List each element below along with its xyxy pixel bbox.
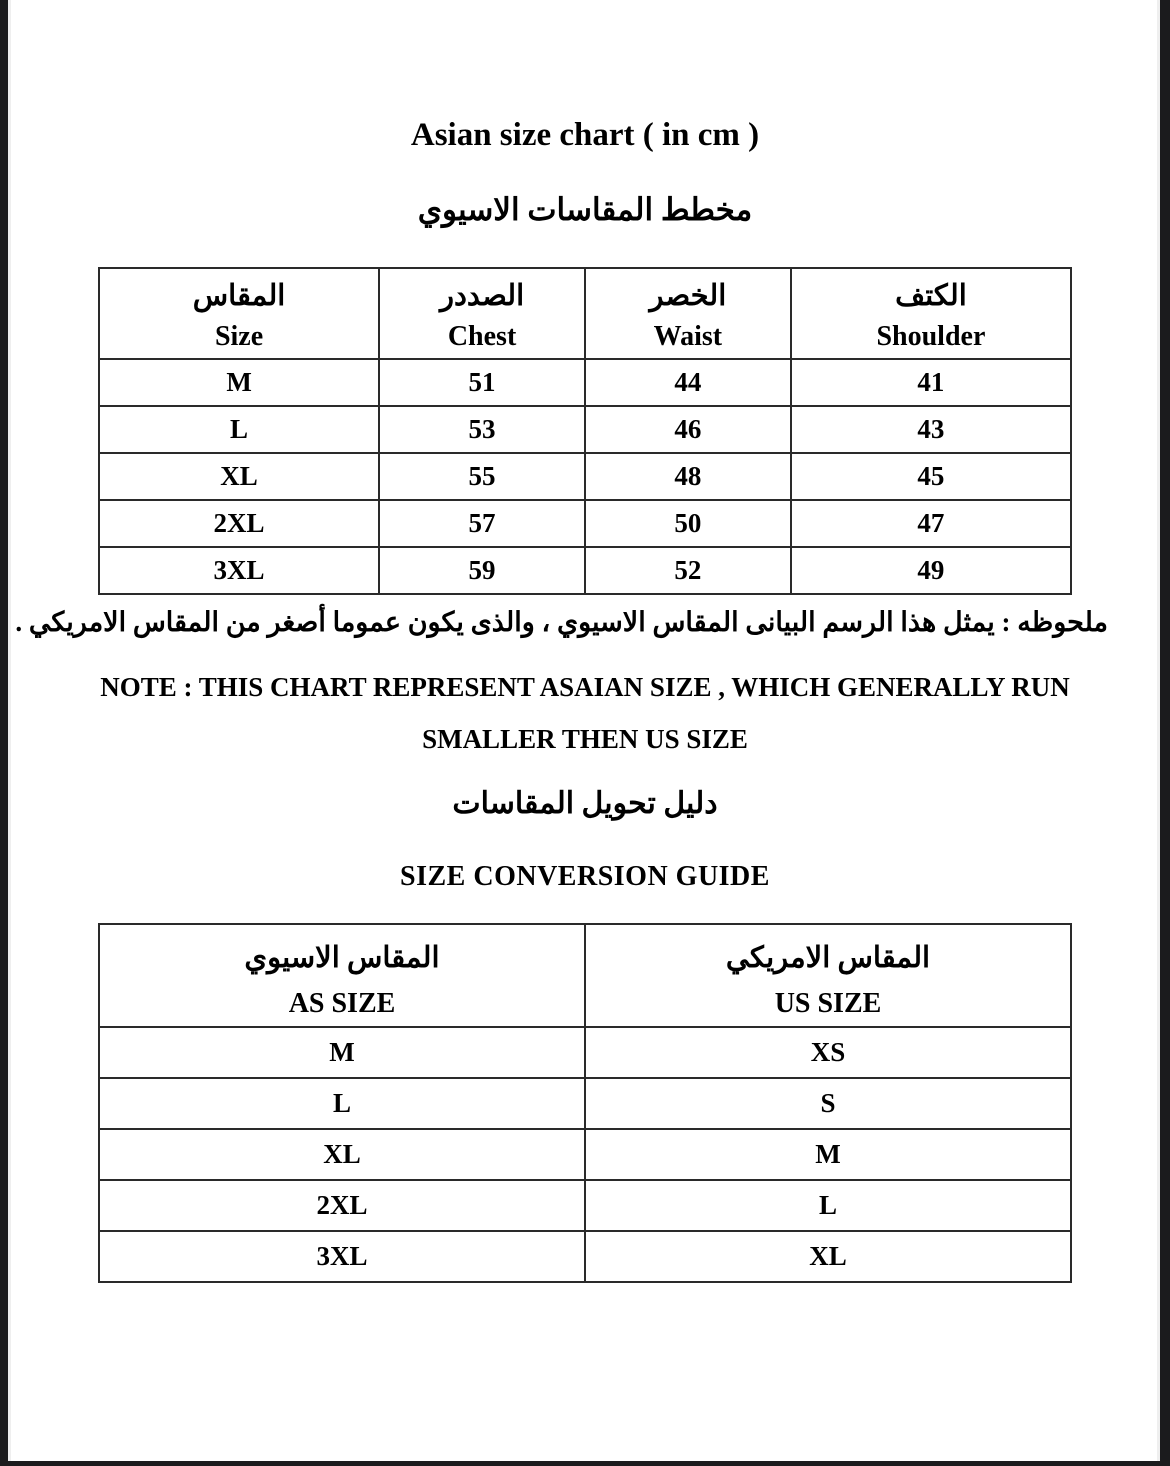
table-row — [99, 359, 1071, 406]
conversion-table-head — [99, 924, 1071, 1027]
table-cell: 46 — [585, 406, 791, 453]
table-row — [99, 1180, 1071, 1231]
table-cell: 44 — [585, 359, 791, 406]
table-cell: L — [99, 1078, 585, 1129]
table-row — [99, 406, 1071, 453]
column-header-english: Chest — [447, 320, 517, 352]
column-header — [99, 268, 379, 359]
table-row — [99, 453, 1071, 500]
table-cell: 2XL — [99, 1180, 585, 1231]
column-header-english: Shoulder — [876, 320, 986, 352]
table-cell: 51 — [379, 359, 585, 406]
column-header-arabic: المقاس الامريكي — [725, 941, 931, 974]
table-cell: L — [585, 1180, 1071, 1231]
size-chart-table — [98, 267, 1072, 595]
column-header — [585, 268, 791, 359]
page-title: Asian size chart ( in cm ) — [410, 117, 760, 153]
table-row — [99, 1078, 1071, 1129]
left-hairline — [8, 0, 11, 1466]
column-header-english: AS SIZE — [288, 987, 396, 1019]
table-row — [99, 547, 1071, 594]
header-row — [99, 924, 1071, 1027]
right-hairline — [1157, 0, 1160, 1466]
table-cell: XL — [99, 1129, 585, 1180]
table-cell: 2XL — [99, 500, 379, 547]
table-cell: 53 — [379, 406, 585, 453]
column-header-english: Size — [214, 320, 264, 352]
page-title-arabic: مخطط المقاسات الاسيوي — [417, 192, 753, 227]
column-header — [379, 268, 585, 359]
column-header — [585, 924, 1071, 1027]
column-header-english: US SIZE — [774, 987, 882, 1019]
table-cell: 57 — [379, 500, 585, 547]
column-header-arabic: المقاس — [192, 279, 286, 312]
column-header-english: Waist — [653, 320, 723, 352]
table-cell: L — [99, 406, 379, 453]
table-cell: 3XL — [99, 1231, 585, 1282]
bottom-black-edge — [0, 1461, 1170, 1466]
conversion-guide-title-english: SIZE CONVERSION GUIDE — [400, 861, 770, 892]
table-cell: 41 — [791, 359, 1071, 406]
table-cell: M — [99, 359, 379, 406]
table-cell: 47 — [791, 500, 1071, 547]
table-cell: XL — [99, 453, 379, 500]
note-english-line2: SMALLER THEN US SIZE — [422, 724, 748, 754]
table-cell: 45 — [791, 453, 1071, 500]
table-cell: M — [99, 1027, 585, 1078]
conversion-table-body — [99, 1027, 1071, 1282]
table-row — [99, 1129, 1071, 1180]
left-black-edge — [0, 0, 8, 1466]
conversion-guide-title-arabic: دليل تحويل المقاسات — [452, 787, 718, 820]
table-cell: M — [585, 1129, 1071, 1180]
table-row — [99, 500, 1071, 547]
table-cell: 55 — [379, 453, 585, 500]
table-cell: S — [585, 1078, 1071, 1129]
table-cell: 49 — [791, 547, 1071, 594]
column-header-arabic: الكتف — [895, 279, 967, 312]
column-header — [791, 268, 1071, 359]
column-header-arabic: الصددر — [439, 279, 525, 312]
header-row — [99, 268, 1071, 359]
table-cell: 59 — [379, 547, 585, 594]
table-row — [99, 1027, 1071, 1078]
table-cell: 50 — [585, 500, 791, 547]
column-header — [99, 924, 585, 1027]
table-row — [99, 1231, 1071, 1282]
table-cell: 3XL — [99, 547, 379, 594]
note-english — [35, 661, 1135, 765]
size-chart-table-body — [99, 359, 1071, 594]
column-header-arabic: المقاس الاسيوي — [244, 941, 440, 974]
table-cell: 43 — [791, 406, 1071, 453]
note-english-line1: NOTE : THIS CHART REPRESENT ASAIAN SIZE , WHICH GENERALLY RUN — [100, 672, 1070, 702]
table-cell: XL — [585, 1231, 1071, 1282]
table-cell: 52 — [585, 547, 791, 594]
table-cell: 48 — [585, 453, 791, 500]
table-cell: XS — [585, 1027, 1071, 1078]
note-arabic: ملحوظه : يمثل هذا الرسم البيانى المقاس الاسيوي ، والذى يكون عموما أصغر من المقاس الامريكي . — [15, 607, 1108, 637]
column-header-arabic: الخصر — [649, 279, 727, 312]
size-chart-table-head — [99, 268, 1071, 359]
right-black-edge — [1160, 0, 1170, 1466]
conversion-table — [98, 923, 1072, 1283]
